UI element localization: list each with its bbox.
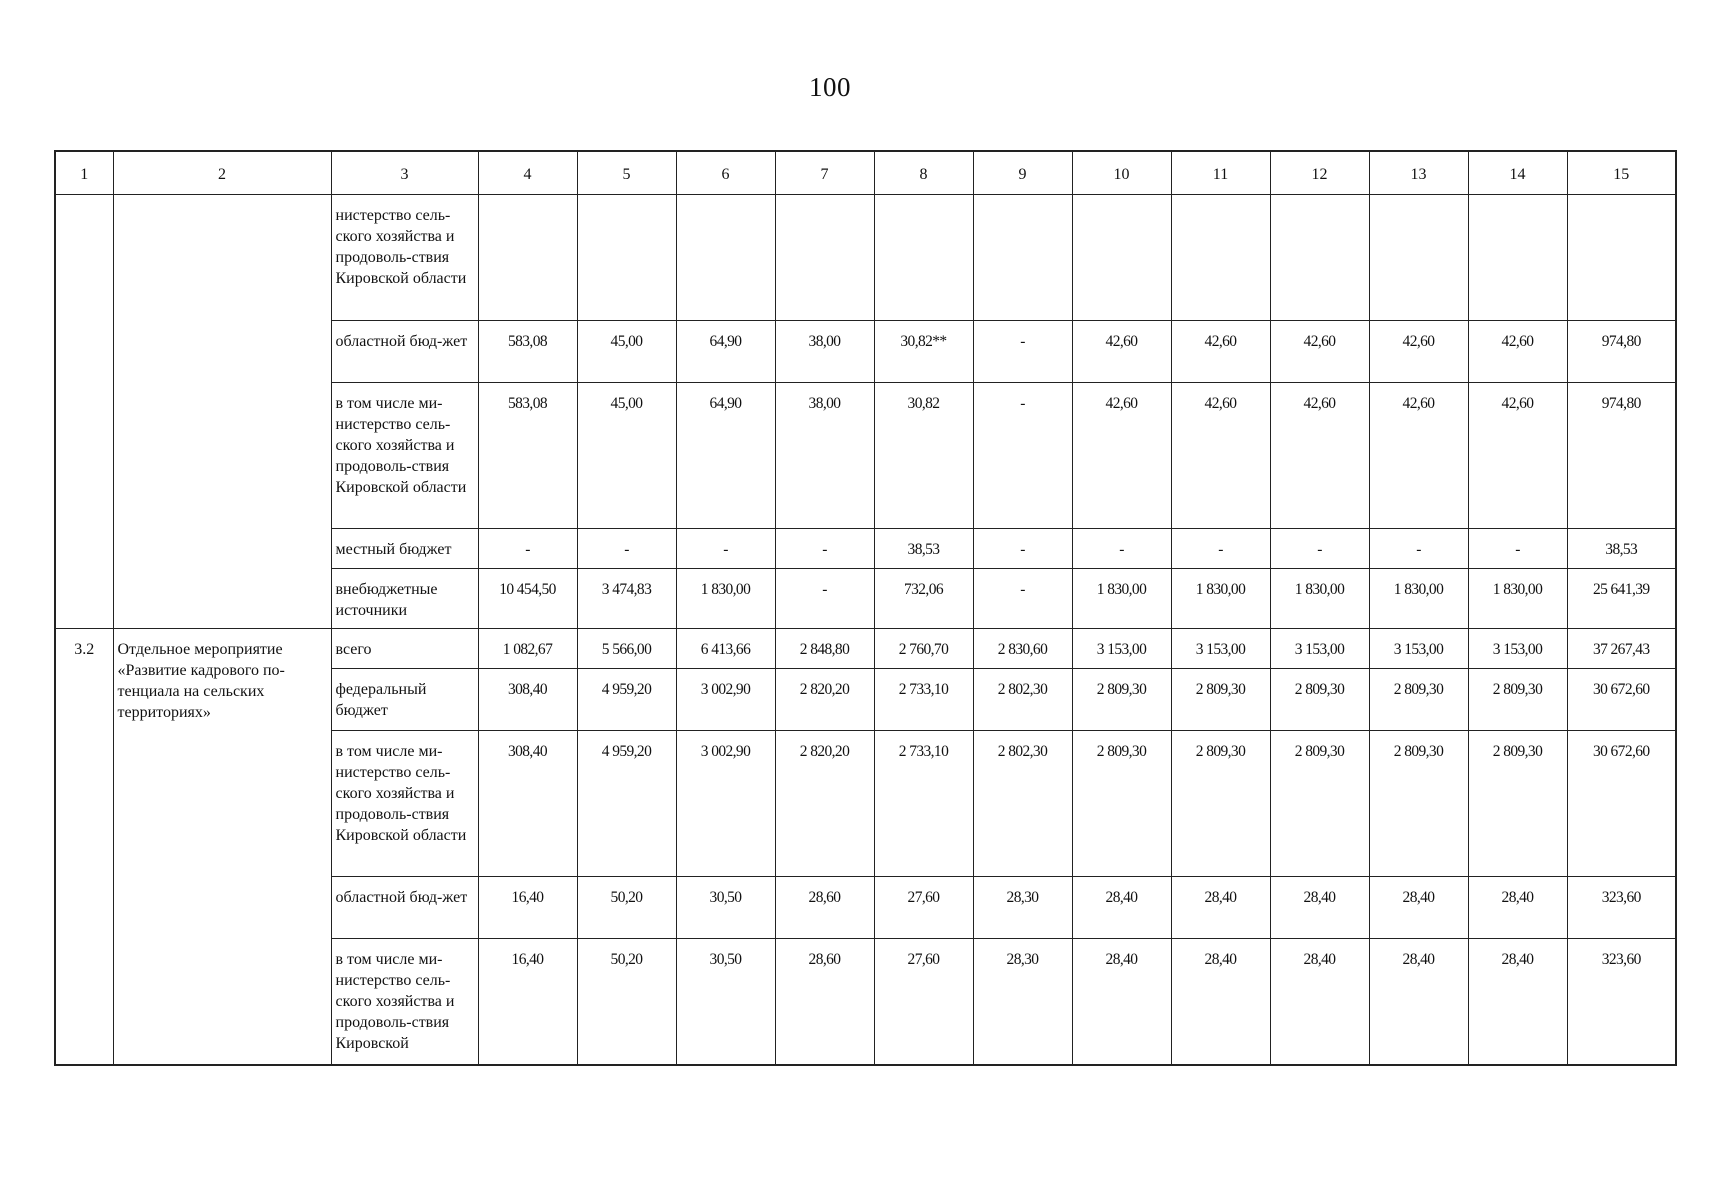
column-header-10: 10 bbox=[1072, 151, 1171, 195]
value-cell-col-15 bbox=[1567, 195, 1676, 321]
value-cell-col-15: 37 267,43 bbox=[1567, 629, 1676, 669]
value-cell-col-6: 64,90 bbox=[676, 383, 775, 529]
value-cell-col-9: - bbox=[973, 383, 1072, 529]
table-row bbox=[55, 629, 1676, 669]
value-cell-col-8: 30,82 bbox=[874, 383, 973, 529]
item-name: Отдельное мероприятие «Развитие кадрового по-тенциала на сельских территориях» bbox=[113, 629, 331, 1065]
column-header-1: 1 bbox=[55, 151, 113, 195]
value-cell-col-9: 2 802,30 bbox=[973, 731, 1072, 877]
value-cell-col-11: - bbox=[1171, 529, 1270, 569]
column-header-13: 13 bbox=[1369, 151, 1468, 195]
column-header-14: 14 bbox=[1468, 151, 1567, 195]
value-cell-col-9: 28,30 bbox=[973, 939, 1072, 1065]
value-cell-col-6: 3 002,90 bbox=[676, 669, 775, 731]
value-cell-col-8: 30,82** bbox=[874, 321, 973, 383]
value-cell-col-13: - bbox=[1369, 529, 1468, 569]
value-cell-col-7: 38,00 bbox=[775, 321, 874, 383]
value-cell-col-9 bbox=[973, 195, 1072, 321]
value-cell-col-6: 3 002,90 bbox=[676, 731, 775, 877]
value-cell-col-5: 4 959,20 bbox=[577, 731, 676, 877]
item-name bbox=[113, 195, 331, 629]
value-cell-col-4: 308,40 bbox=[478, 731, 577, 877]
value-cell-col-13: 2 809,30 bbox=[1369, 669, 1468, 731]
value-cell-col-5: 50,20 bbox=[577, 939, 676, 1065]
funding-source: федеральный бюджет bbox=[331, 669, 478, 731]
value-cell-col-9: 2 830,60 bbox=[973, 629, 1072, 669]
value-cell-col-7: 2 820,20 bbox=[775, 669, 874, 731]
value-cell-col-4: 583,08 bbox=[478, 383, 577, 529]
value-cell-col-9: - bbox=[973, 321, 1072, 383]
column-header-5: 5 bbox=[577, 151, 676, 195]
funding-source: в том числе ми-нистерство сель-ского хозяйства и продоволь-ствия Кировской области bbox=[331, 731, 478, 877]
value-cell-col-15: 323,60 bbox=[1567, 877, 1676, 939]
value-cell-col-10: 2 809,30 bbox=[1072, 669, 1171, 731]
value-cell-col-14: 3 153,00 bbox=[1468, 629, 1567, 669]
column-header-15: 15 bbox=[1567, 151, 1676, 195]
value-cell-col-15: 30 672,60 bbox=[1567, 669, 1676, 731]
value-cell-col-13 bbox=[1369, 195, 1468, 321]
value-cell-col-7: - bbox=[775, 569, 874, 629]
value-cell-col-11 bbox=[1171, 195, 1270, 321]
value-cell-col-10: 2 809,30 bbox=[1072, 731, 1171, 877]
value-cell-col-8 bbox=[874, 195, 973, 321]
value-cell-col-8: 27,60 bbox=[874, 877, 973, 939]
value-cell-col-6: 30,50 bbox=[676, 939, 775, 1065]
value-cell-col-14: - bbox=[1468, 529, 1567, 569]
value-cell-col-15: 323,60 bbox=[1567, 939, 1676, 1065]
value-cell-col-10: - bbox=[1072, 529, 1171, 569]
value-cell-col-11: 1 830,00 bbox=[1171, 569, 1270, 629]
value-cell-col-6: 6 413,66 bbox=[676, 629, 775, 669]
value-cell-col-7: - bbox=[775, 529, 874, 569]
value-cell-col-6 bbox=[676, 195, 775, 321]
value-cell-col-8: 732,06 bbox=[874, 569, 973, 629]
value-cell-col-6: 30,50 bbox=[676, 877, 775, 939]
value-cell-col-13: 42,60 bbox=[1369, 321, 1468, 383]
value-cell-col-4: 583,08 bbox=[478, 321, 577, 383]
value-cell-col-5: 5 566,00 bbox=[577, 629, 676, 669]
value-cell-col-15: 38,53 bbox=[1567, 529, 1676, 569]
value-cell-col-11: 3 153,00 bbox=[1171, 629, 1270, 669]
value-cell-col-4: 16,40 bbox=[478, 877, 577, 939]
value-cell-col-13: 28,40 bbox=[1369, 877, 1468, 939]
value-cell-col-10: 42,60 bbox=[1072, 383, 1171, 529]
value-cell-col-12: 28,40 bbox=[1270, 939, 1369, 1065]
value-cell-col-8: 2 760,70 bbox=[874, 629, 973, 669]
value-cell-col-4: - bbox=[478, 529, 577, 569]
value-cell-col-15: 974,80 bbox=[1567, 383, 1676, 529]
value-cell-col-14: 42,60 bbox=[1468, 321, 1567, 383]
value-cell-col-6: 64,90 bbox=[676, 321, 775, 383]
value-cell-col-10: 3 153,00 bbox=[1072, 629, 1171, 669]
value-cell-col-13: 3 153,00 bbox=[1369, 629, 1468, 669]
funding-source: местный бюджет bbox=[331, 529, 478, 569]
value-cell-col-4: 16,40 bbox=[478, 939, 577, 1065]
value-cell-col-14: 2 809,30 bbox=[1468, 731, 1567, 877]
column-header-7: 7 bbox=[775, 151, 874, 195]
value-cell-col-6: 1 830,00 bbox=[676, 569, 775, 629]
funding-source: областной бюд-жет bbox=[331, 877, 478, 939]
value-cell-col-12 bbox=[1270, 195, 1369, 321]
value-cell-col-11: 2 809,30 bbox=[1171, 669, 1270, 731]
column-header-9: 9 bbox=[973, 151, 1072, 195]
funding-source: в том числе ми-нистерство сель-ского хозяйства и продоволь-ствия Кировской области bbox=[331, 383, 478, 529]
value-cell-col-4: 1 082,67 bbox=[478, 629, 577, 669]
value-cell-col-14: 42,60 bbox=[1468, 383, 1567, 529]
table-body bbox=[55, 195, 1676, 1065]
column-header-11: 11 bbox=[1171, 151, 1270, 195]
value-cell-col-11: 28,40 bbox=[1171, 877, 1270, 939]
value-cell-col-5: 45,00 bbox=[577, 321, 676, 383]
value-cell-col-7: 28,60 bbox=[775, 939, 874, 1065]
value-cell-col-7: 2 848,80 bbox=[775, 629, 874, 669]
value-cell-col-9: 2 802,30 bbox=[973, 669, 1072, 731]
value-cell-col-14: 28,40 bbox=[1468, 877, 1567, 939]
value-cell-col-15: 974,80 bbox=[1567, 321, 1676, 383]
column-header-3: 3 bbox=[331, 151, 478, 195]
value-cell-col-12: - bbox=[1270, 529, 1369, 569]
value-cell-col-5: 45,00 bbox=[577, 383, 676, 529]
budget-table bbox=[54, 150, 1677, 1066]
value-cell-col-8: 2 733,10 bbox=[874, 669, 973, 731]
value-cell-col-6: - bbox=[676, 529, 775, 569]
value-cell-col-10 bbox=[1072, 195, 1171, 321]
value-cell-col-12: 2 809,30 bbox=[1270, 669, 1369, 731]
value-cell-col-14: 1 830,00 bbox=[1468, 569, 1567, 629]
value-cell-col-10: 28,40 bbox=[1072, 939, 1171, 1065]
value-cell-col-7: 38,00 bbox=[775, 383, 874, 529]
value-cell-col-11: 2 809,30 bbox=[1171, 731, 1270, 877]
value-cell-col-5 bbox=[577, 195, 676, 321]
value-cell-col-9: - bbox=[973, 529, 1072, 569]
value-cell-col-5: - bbox=[577, 529, 676, 569]
header-row bbox=[55, 151, 1676, 195]
value-cell-col-9: 28,30 bbox=[973, 877, 1072, 939]
value-cell-col-15: 25 641,39 bbox=[1567, 569, 1676, 629]
value-cell-col-14 bbox=[1468, 195, 1567, 321]
value-cell-col-10: 42,60 bbox=[1072, 321, 1171, 383]
column-header-8: 8 bbox=[874, 151, 973, 195]
value-cell-col-11: 42,60 bbox=[1171, 383, 1270, 529]
column-header-4: 4 bbox=[478, 151, 577, 195]
value-cell-col-5: 4 959,20 bbox=[577, 669, 676, 731]
value-cell-col-12: 42,60 bbox=[1270, 321, 1369, 383]
value-cell-col-7: 28,60 bbox=[775, 877, 874, 939]
column-header-6: 6 bbox=[676, 151, 775, 195]
funding-source: внебюджетные источники bbox=[331, 569, 478, 629]
table-row bbox=[55, 195, 1676, 321]
value-cell-col-13: 42,60 bbox=[1369, 383, 1468, 529]
value-cell-col-4: 10 454,50 bbox=[478, 569, 577, 629]
value-cell-col-11: 28,40 bbox=[1171, 939, 1270, 1065]
value-cell-col-12: 1 830,00 bbox=[1270, 569, 1369, 629]
value-cell-col-8: 2 733,10 bbox=[874, 731, 973, 877]
column-header-12: 12 bbox=[1270, 151, 1369, 195]
value-cell-col-4 bbox=[478, 195, 577, 321]
value-cell-col-13: 28,40 bbox=[1369, 939, 1468, 1065]
funding-source: в том числе ми-нистерство сель-ского хозяйства и продоволь-ствия Кировской bbox=[331, 939, 478, 1065]
column-header-2: 2 bbox=[113, 151, 331, 195]
value-cell-col-9: - bbox=[973, 569, 1072, 629]
funding-source: областной бюд-жет bbox=[331, 321, 478, 383]
value-cell-col-12: 42,60 bbox=[1270, 383, 1369, 529]
value-cell-col-10: 1 830,00 bbox=[1072, 569, 1171, 629]
value-cell-col-14: 28,40 bbox=[1468, 939, 1567, 1065]
value-cell-col-13: 2 809,30 bbox=[1369, 731, 1468, 877]
value-cell-col-12: 3 153,00 bbox=[1270, 629, 1369, 669]
value-cell-col-12: 28,40 bbox=[1270, 877, 1369, 939]
value-cell-col-5: 50,20 bbox=[577, 877, 676, 939]
value-cell-col-8: 27,60 bbox=[874, 939, 973, 1065]
item-number: 3.2 bbox=[55, 629, 113, 1065]
funding-source: нистерство сель-ского хозяйства и продоволь-ствия Кировской области bbox=[331, 195, 478, 321]
value-cell-col-15: 30 672,60 bbox=[1567, 731, 1676, 877]
value-cell-col-4: 308,40 bbox=[478, 669, 577, 731]
value-cell-col-14: 2 809,30 bbox=[1468, 669, 1567, 731]
value-cell-col-7: 2 820,20 bbox=[775, 731, 874, 877]
funding-source: всего bbox=[331, 629, 478, 669]
value-cell-col-5: 3 474,83 bbox=[577, 569, 676, 629]
value-cell-col-13: 1 830,00 bbox=[1369, 569, 1468, 629]
value-cell-col-8: 38,53 bbox=[874, 529, 973, 569]
item-number bbox=[55, 195, 113, 629]
value-cell-col-7 bbox=[775, 195, 874, 321]
page-number: 100 bbox=[809, 72, 851, 102]
value-cell-col-10: 28,40 bbox=[1072, 877, 1171, 939]
value-cell-col-11: 42,60 bbox=[1171, 321, 1270, 383]
value-cell-col-12: 2 809,30 bbox=[1270, 731, 1369, 877]
